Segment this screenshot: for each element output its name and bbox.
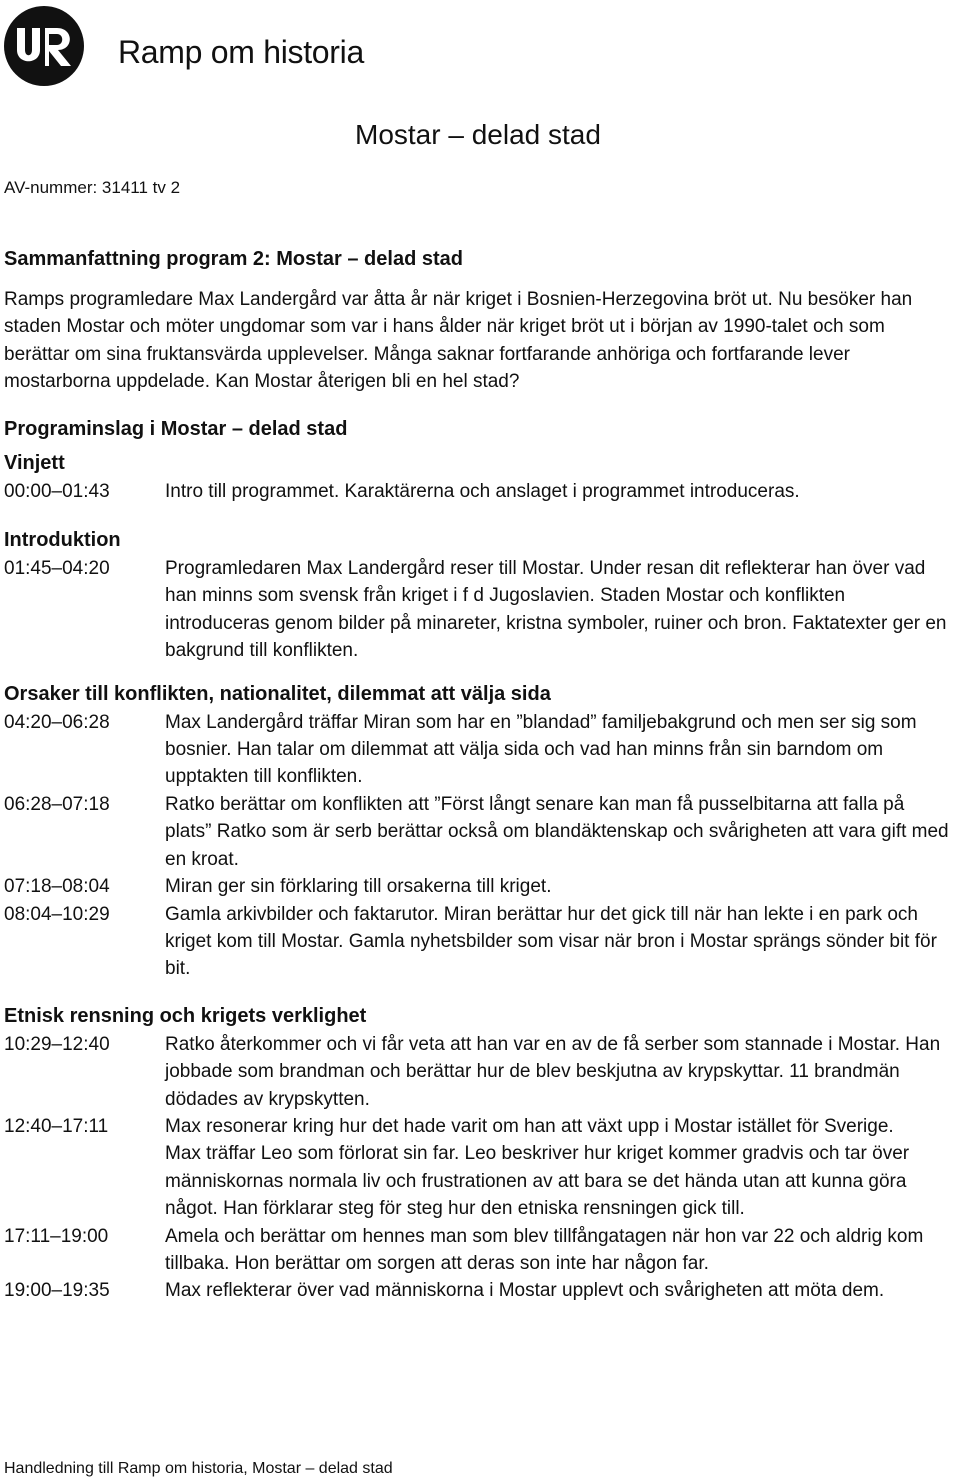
segment-paragraph: Miran ger sin förklaring till orsakerna till kriget.	[165, 876, 552, 898]
segment-paragraph: Intro till programmet. Karaktärerna och anslaget i programmet introduceras.	[165, 480, 800, 502]
program-segments-heading: Programinslag i Mostar – delad stad	[4, 417, 348, 440]
segment-description	[165, 1113, 954, 1223]
section-heading: Introduktion	[4, 529, 121, 552]
segment-time: 17:11–19:00	[4, 1225, 109, 1247]
segment-description	[165, 873, 954, 900]
segment-row	[4, 478, 954, 505]
section	[4, 679, 954, 983]
segment-time: 06:28–07:18	[4, 793, 110, 815]
segment-row	[4, 709, 954, 791]
segment-description	[165, 1223, 954, 1278]
document-body	[4, 244, 954, 1305]
segment-row	[4, 1113, 954, 1223]
segment-paragraph: Amela och berättar om hennes man som blev tillfångatagen när hon var 22 och aldrig kom tillbaka. Hon berättar om sorgen att deras son inte har någon far.	[165, 1225, 924, 1274]
segment-time: 10:29–12:40	[4, 1033, 110, 1055]
series-title: Ramp om historia	[118, 34, 364, 70]
segment-paragraph: Max träffar Leo som förlorat sin far. Leo beskriver hur kriget kommer gradvis och tar över människornas normala liv och frustrationen av att bara se det hända utan att kunna göra något. Han förklarar steg för steg hur den etniska rensningen gick till.	[165, 1143, 910, 1220]
segment-time: 12:40–17:11	[4, 1115, 109, 1137]
section	[4, 448, 954, 505]
segment-row	[4, 1223, 954, 1278]
segment-row	[4, 555, 954, 665]
segment-paragraph: Programledaren Max Landergård reser till Mostar. Under resan dit reflekterar han över vad han minns som svensk från kriget i f d Jugoslavien. Staden Mostar och konflikten introduceras genom bilder på minareter, kristna symboler, ruiner och bron. Faktatexter ger en bakgrund till konflikten.	[165, 558, 947, 662]
summary-text: Ramps programledare Max Landergård var åtta år när kriget i Bosnien-Herzegovina bröt ut. Nu besöker han staden Mostar och möter ungdomar som var i hans ålder när kriget bröt ut i början av 1990-talet och som berättar om sina fruktansvärda upplevelser. Många saknar fortfarande anhöriga och fortfarande lever mostarborna uppdelade. Kan Mostar återigen bli en hel stad?	[4, 289, 913, 393]
segment-time: 08:04–10:29	[4, 903, 110, 925]
section-heading: Vinjett	[4, 451, 65, 474]
segment-description	[165, 709, 954, 791]
section	[4, 1001, 954, 1305]
av-number: AV-nummer: 31411 tv 2	[4, 178, 181, 197]
segment-time: 19:00–19:35	[4, 1280, 110, 1302]
segment-row	[4, 1277, 954, 1304]
segment-paragraph: Gamla arkivbilder och faktarutor. Miran berättar hur det gick till när han lekte i en park och kriget kom till Mostar. Gamla nyhetsbilder som visar när bron i Mostar sprängs sönder bit för bit.	[165, 903, 937, 980]
segment-list	[4, 478, 954, 505]
segment-paragraph: Max Landergård träffar Miran som har en ”blandad” familjebakgrund och men ser sig som bosnier. Han talar om dilemmat att välja sida och vad han minns från sin barndom om upptakten till konflikten.	[165, 711, 917, 788]
segment-description	[165, 791, 954, 873]
segment-time: 07:18–08:04	[4, 876, 110, 898]
segment-description	[165, 555, 954, 665]
section-heading: Orsaker till konflikten, nationalitet, dilemmat att välja sida	[4, 682, 551, 705]
segment-row	[4, 1031, 954, 1113]
segment-row	[4, 901, 954, 983]
segment-time: 04:20–06:28	[4, 711, 110, 733]
ur-logo	[3, 5, 85, 87]
segment-row	[4, 791, 954, 873]
segment-description	[165, 901, 954, 983]
segment-time: 01:45–04:20	[4, 558, 110, 580]
segment-time: 00:00–01:43	[4, 480, 110, 502]
summary-heading: Sammanfattning program 2: Mostar – delad stad	[4, 248, 463, 270]
segment-paragraph: Max reflekterar över vad människorna i Mostar upplevt och svårigheten att möta dem.	[165, 1280, 885, 1302]
segment-paragraph: Max resonerar kring hur det hade varit om han att växt upp i Mostar istället för Sverige.	[165, 1115, 894, 1137]
page-footer: Handledning till Ramp om historia, Mostar – delad stad	[4, 1460, 393, 1477]
section-heading: Etnisk rensning och krigets verklighet	[4, 1004, 367, 1027]
segment-description	[165, 1031, 954, 1113]
segment-list	[4, 555, 954, 665]
segment-list	[4, 709, 954, 983]
segment-description	[165, 478, 954, 505]
section	[4, 525, 954, 665]
segment-description	[165, 1277, 954, 1304]
segment-paragraph: Ratko återkommer och vi får veta att han var en av de få serber som stannade i Mostar. Han jobbade som brandman och berättar hur de blev beskjutna av krypskyttar. 11 brandmän dödades av krypskytten.	[165, 1033, 941, 1110]
program-sections	[4, 448, 954, 1305]
segment-paragraph: Ratko berättar om konflikten att ”Först långt senare kan man få pusselbitarna att falla på plats” Ratko som är serb berättar också om blandäktenskap och svårigheten att vara gift med en kroat.	[165, 793, 949, 870]
program-title: Mostar – delad stad	[355, 119, 601, 150]
segment-row	[4, 873, 954, 900]
segment-list	[4, 1031, 954, 1305]
